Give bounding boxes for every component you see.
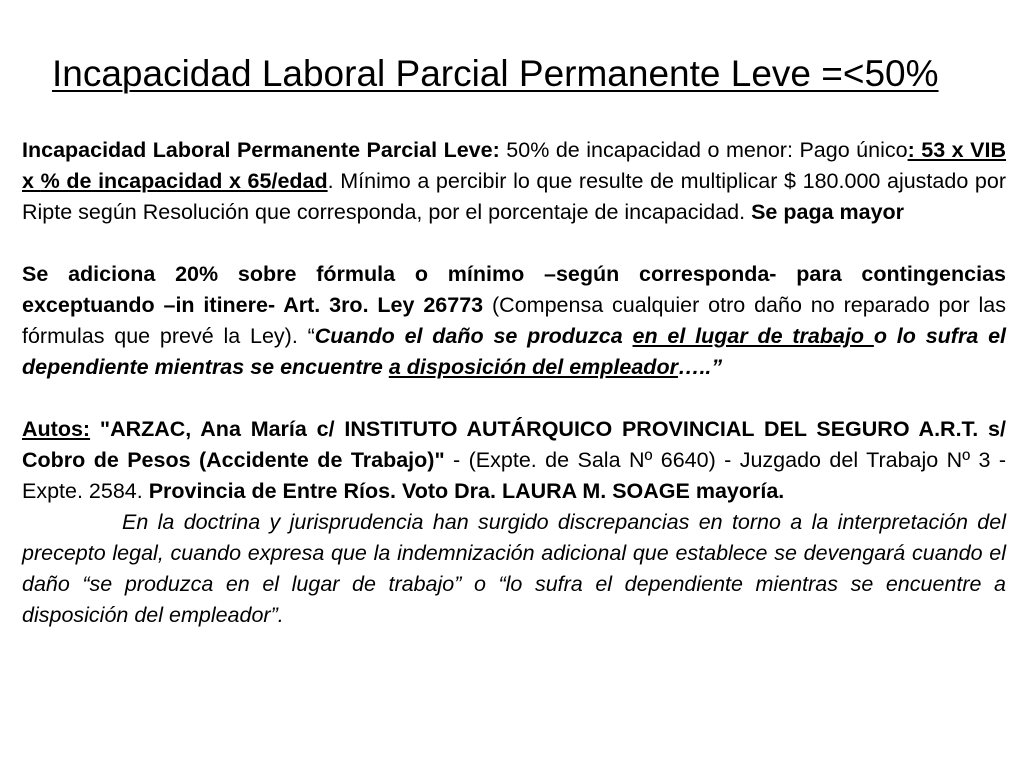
formula-part-1: : 53 x VIB x <box>22 138 1007 193</box>
quote-underline-2: a disposición del empleador <box>388 355 678 379</box>
paragraph-autos <box>22 414 1006 507</box>
pays-higher-text: Se paga mayor <box>751 200 905 224</box>
quote-underline-1: en el lugar de trabajo <box>632 324 874 348</box>
paragraph-additional <box>22 259 1006 383</box>
quote-part-1: Cuando el daño se produzca <box>314 324 633 348</box>
minimum-text: . Mínimo a percibir lo que resulte de multiplicar $ 180.000 ajustado por Ripte según Resolución que corresponda, por el porcentaje de incapacidad. <box>22 169 1006 224</box>
slide-title: Incapacidad Laboral Parcial Permanente Leve =<50% <box>52 53 939 94</box>
paragraph-doctrine <box>22 507 1006 631</box>
case-province: Provincia de Entre Ríos. Voto Dra. LAURA M. SOAGE mayoría. <box>148 479 785 503</box>
case-title: "ARZAC, Ana María c/ INSTITUTO AUTÁRQUICO PROVINCIAL DEL SEGURO A.R.T. s/ Cobro de Pesos (Accidente de Trabajo)" <box>22 417 1006 472</box>
slide-body <box>22 135 1006 631</box>
doctrine-text: En la doctrina y jurisprudencia han surgido discrepancias en torno a la interpretación del precepto legal, cuando expresa que la indemnización adicional que establece se devengará cuando el daño “se produzca en el lugar de trabajo” o “lo sufra el dependiente mientras se encuentre a disposición del empleador”. <box>22 510 1006 627</box>
quote-part-2: o lo sufra el dependiente mientras se encuentre <box>22 324 1007 379</box>
quote-part-3: …..” <box>677 355 723 379</box>
definition-text: 50% de incapacidad o menor: Pago único <box>499 138 908 162</box>
paragraph-definition <box>22 135 1006 228</box>
definition-lead: Incapacidad Laboral Permanente Parcial Leve: <box>22 138 500 162</box>
formula-part-2: % de incapacidad x 65/edad <box>40 169 328 193</box>
additional-text: (Compensa cualquier otro daño no reparado por las fórmulas que prevé la Ley). “ <box>22 293 1006 348</box>
additional-lead: Se adiciona 20% sobre fórmula o mínimo –según corresponda- para contingencias exceptuando –in itinere- Art. 3ro. Ley 26773 <box>22 262 1006 317</box>
autos-label: Autos: <box>22 417 91 441</box>
case-details: - (Expte. de Sala Nº 6640) - Juzgado del Trabajo Nº 3 - Expte. 2584. <box>22 448 1006 503</box>
